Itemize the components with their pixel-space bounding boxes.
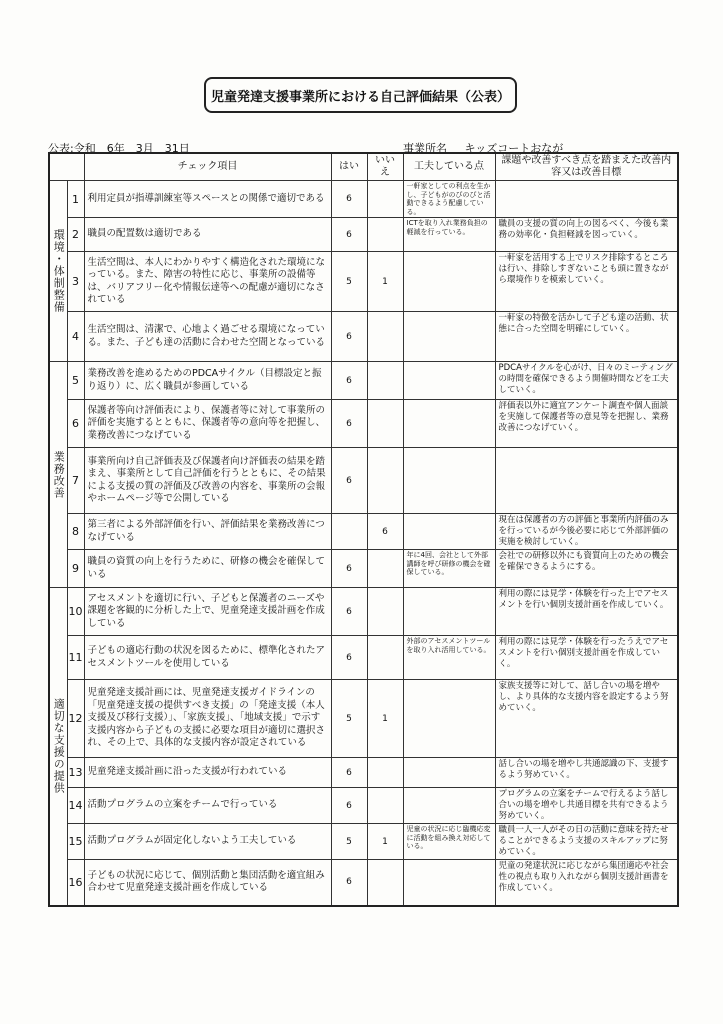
- yes-count: 5: [331, 252, 367, 312]
- row-number: 15: [67, 824, 84, 860]
- no-count: [367, 550, 403, 588]
- issues-text: 会社での研修以外にも資質向上のための機会を確保できるようにする。: [495, 550, 678, 588]
- check-item: 業務改善を進めるためのPDCAサイクル（目標設定と振り返り）に、広く職員が参画している: [84, 362, 331, 400]
- issues-text: [495, 181, 678, 218]
- header-yes: はい: [331, 153, 367, 181]
- efforts-text: [403, 400, 495, 448]
- issues-text: 一軒家の特徴を活かして子ども達の活動、状態に合った空間を明確にしていく。: [495, 312, 678, 362]
- table-row: [49, 181, 678, 218]
- no-count: 6: [367, 514, 403, 550]
- row-number: 9: [67, 550, 84, 588]
- row-number: 10: [67, 588, 84, 636]
- check-item: 職員の資質の向上を行うために、研修の機会を確保している: [84, 550, 331, 588]
- check-item: 生活空間は、本人にわかりやすく構造化された環境になっている。また、障害の特性に応じ、事業所の設備等は、バリアフリー化や情報伝達等への配慮が適切になされている: [84, 252, 331, 312]
- no-count: [367, 400, 403, 448]
- row-number: 7: [67, 448, 84, 514]
- yes-count: 6: [331, 400, 367, 448]
- yes-count: 6: [331, 181, 367, 218]
- no-count: [367, 636, 403, 680]
- no-count: [367, 362, 403, 400]
- publish-date: 公表:令和 6年 3月 31日: [48, 142, 190, 155]
- evaluation-table: [48, 152, 679, 907]
- check-item: 職員の配置数は適切である: [84, 218, 331, 252]
- header-check-item: チェック項目: [84, 153, 331, 181]
- issues-text: 児童の発達状況に応じながら集団適応や社会性の視点も取り入れながら個別支援計画書を作成していく。: [495, 860, 678, 906]
- issues-text: 話し合いの場を増やし共通認識の下、支援するよう努めていく。: [495, 758, 678, 788]
- yes-count: 6: [331, 636, 367, 680]
- check-item: 事業所向け自己評価表及び保護者向け評価表の結果を踏まえ、事業所として自己評価を行うとともに、その結果による支援の質の評価及び改善の内容を、事業所の会報やホームページ等で公開している: [84, 448, 331, 514]
- check-item: 生活空間は、清潔で、心地よく過ごせる環境になっている。また、子ども達の活動に合わせた空間となっている: [84, 312, 331, 362]
- issues-text: 家族支援等に対して、話し合いの場を増やし、より具体的な支援内容を設定するよう努めていく。: [495, 680, 678, 758]
- efforts-text: 外部のアセスメントツールを取り入れ活用している。: [403, 636, 495, 680]
- check-item: アセスメントを適切に行い、子どもと保護者のニーズや課題を客観的に分析した上で、児童発達支援計画を作成している: [84, 588, 331, 636]
- no-count: 1: [367, 252, 403, 312]
- table-row: [49, 788, 678, 824]
- yes-count: 6: [331, 860, 367, 906]
- yes-count: 6: [331, 312, 367, 362]
- row-number: 6: [67, 400, 84, 448]
- yes-count: 6: [331, 362, 367, 400]
- row-number: 2: [67, 218, 84, 252]
- table-row: [49, 758, 678, 788]
- yes-count: 6: [331, 788, 367, 824]
- no-count: [367, 758, 403, 788]
- office-label: 事業所名: [403, 142, 447, 155]
- efforts-text: [403, 680, 495, 758]
- row-number: 13: [67, 758, 84, 788]
- table-row: [49, 860, 678, 906]
- row-number: 12: [67, 680, 84, 758]
- efforts-text: 一軒家としての利点を生かし、子どもがのびのびと活動できるよう配慮している。: [403, 181, 495, 218]
- no-count: [367, 448, 403, 514]
- header-efforts: 工夫している点: [403, 153, 495, 181]
- yes-count: 6: [331, 218, 367, 252]
- efforts-text: 児童の状況に応じ臨機応変に活動を組み換え対応している。: [403, 824, 495, 860]
- efforts-text: ICTを取り入れ業務負担の軽減を行っている。: [403, 218, 495, 252]
- yes-count: 6: [331, 588, 367, 636]
- row-number: 1: [67, 181, 84, 218]
- table-row: [49, 252, 678, 312]
- issues-text: プログラムの立案をチームで行えるよう話し合いの場を増やし共通目標を共有できるよう努めていく。: [495, 788, 678, 824]
- no-count: 1: [367, 824, 403, 860]
- check-item: 子どもの適応行動の状況を図るために、標準化されたアセスメントツールを使用している: [84, 636, 331, 680]
- header-issues: 課題や改善すべき点を踏まえた改善内容又は改善目標: [495, 153, 678, 181]
- check-item: 利用定員が指導訓練室等スペースとの関係で適切である: [84, 181, 331, 218]
- page-title: 児童発達支援事業所における自己評価結果（公表）: [204, 77, 517, 113]
- efforts-text: [403, 362, 495, 400]
- table-header-row: [49, 153, 678, 181]
- yes-count: 5: [331, 824, 367, 860]
- row-number: 3: [67, 252, 84, 312]
- efforts-text: [403, 448, 495, 514]
- no-count: [367, 788, 403, 824]
- efforts-text: [403, 312, 495, 362]
- issues-text: 利用の際には見学・体験を行った上でアセスメントを行い個別支援計画を作成していく。: [495, 588, 678, 636]
- category-support: 適切な支援の提供: [49, 588, 67, 906]
- issues-text: 職員の支援の質の向上の図るべく、今後も業務の効率化・負担軽減を図っていく。: [495, 218, 678, 252]
- table-row: [49, 218, 678, 252]
- table-row: [49, 312, 678, 362]
- efforts-text: [403, 788, 495, 824]
- efforts-text: [403, 252, 495, 312]
- no-count: [367, 218, 403, 252]
- row-number: 16: [67, 860, 84, 906]
- table-row: [49, 514, 678, 550]
- check-item: 保護者等向け評価表により、保護者等に対して事業所の評価を実施するとともに、保護者等の意向等を把握し、業務改善につなげている: [84, 400, 331, 448]
- no-count: [367, 312, 403, 362]
- category-environment: 環境・体制整備: [49, 181, 67, 362]
- check-item: 子どもの状況に応じて、個別活動と集団活動を適宜組み合わせて児童発達支援計画を作成している: [84, 860, 331, 906]
- header-blank: [49, 153, 84, 181]
- efforts-text: [403, 860, 495, 906]
- yes-count: 6: [331, 758, 367, 788]
- yes-count: 6: [331, 550, 367, 588]
- table-row: [49, 588, 678, 636]
- no-count: [367, 860, 403, 906]
- issues-text: PDCAサイクルを心がけ、日々のミーティングの時間を確保できるよう開催時間などを工夫していく。: [495, 362, 678, 400]
- office-name: キッズコートおなが: [464, 142, 564, 155]
- yes-count: [331, 514, 367, 550]
- table-row: [49, 680, 678, 758]
- issues-text: 職員一人一人がその日の活動に意味を持たせることができるよう支援のスキルアップに努めていく。: [495, 824, 678, 860]
- check-item: 児童発達支援計画には、児童発達支援ガイドラインの「児童発達支援の提供すべき支援」の「発達支援（本人支援及び移行支援）」、「家族支援」、「地域支援」で示す支援内容から子どもの支援に必要な項目が適切に選択され、その上で、具体的な支援内容が設定されている: [84, 680, 331, 758]
- table-row: [49, 824, 678, 860]
- table-row: [49, 448, 678, 514]
- table-row: [49, 636, 678, 680]
- category-improvement: 業務改善: [49, 362, 67, 588]
- table-row: [49, 550, 678, 588]
- efforts-text: [403, 588, 495, 636]
- row-number: 5: [67, 362, 84, 400]
- header-no: いいえ: [367, 153, 403, 181]
- efforts-text: 年に4回、会社として外部講師を呼び研修の機会を確保している。: [403, 550, 495, 588]
- issues-text: 利用の際には見学・体験を行ったうえでアセスメントを行い個別支援計画を作成していく。: [495, 636, 678, 680]
- table-row: [49, 362, 678, 400]
- row-number: 14: [67, 788, 84, 824]
- efforts-text: [403, 514, 495, 550]
- check-item: 活動プログラムの立案をチームで行っている: [84, 788, 331, 824]
- issues-text: 評価表以外に適宜アンケート調査や個人面談を実施して保護者等の意見等を把握し、業務改善につなげていく。: [495, 400, 678, 448]
- issues-text: 現在は保護者の方の評価と事業所内評価のみを行っているが今後必要に応じて外部評価の実施を検討していく。: [495, 514, 678, 550]
- table-row: [49, 400, 678, 448]
- yes-count: 6: [331, 448, 367, 514]
- row-number: 4: [67, 312, 84, 362]
- issues-text: [495, 448, 678, 514]
- row-number: 8: [67, 514, 84, 550]
- no-count: [367, 588, 403, 636]
- check-item: 児童発達支援計画に沿った支援が行われている: [84, 758, 331, 788]
- no-count: [367, 181, 403, 218]
- efforts-text: [403, 758, 495, 788]
- issues-text: 一軒家を活用する上でリスク排除するところは行い、排除しすぎないことも頭に置きながら環境作りを模索していく。: [495, 252, 678, 312]
- yes-count: 5: [331, 680, 367, 758]
- no-count: 1: [367, 680, 403, 758]
- row-number: 11: [67, 636, 84, 680]
- check-item: 第三者による外部評価を行い、評価結果を業務改善につなげている: [84, 514, 331, 550]
- check-item: 活動プログラムが固定化しないよう工夫している: [84, 824, 331, 860]
